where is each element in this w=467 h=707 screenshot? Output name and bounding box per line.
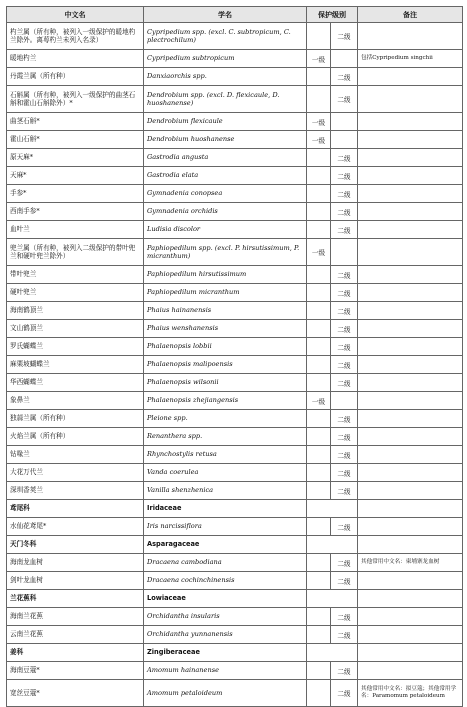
family-scientific-name: Lowiaceae [144,590,307,608]
family-chinese-name: 鸢尾科 [7,500,144,518]
species-remarks: 其他常用中文名：拟豆蔻；其他常用学名：Paramomum petaloideum [358,680,463,707]
family-chinese-name: 姜科 [7,644,144,662]
species-remarks [358,167,463,185]
level-one-cell [307,356,331,374]
level-two-cell [331,239,358,266]
species-row [7,68,463,86]
species-chinese-name: 暖地杓兰 [7,50,144,68]
level-two-cell: 二级 [331,554,358,572]
species-row [7,374,463,392]
species-row [7,221,463,239]
level-two-cell: 二级 [331,68,358,86]
level-one-cell: 一级 [307,239,331,266]
species-scientific-name: Phalaenopsis wilsonii [144,374,307,392]
level-one-cell [307,482,331,500]
species-chinese-name: 麻栗坡蝴蝶兰 [7,356,144,374]
level-two-cell: 二级 [331,626,358,644]
species-remarks [358,446,463,464]
level-two-cell: 二级 [331,464,358,482]
species-remarks: 包括Cypripedium singchii [358,50,463,68]
species-scientific-name: Amomum hainanense [144,662,307,680]
level-one-cell [307,374,331,392]
species-row [7,302,463,320]
species-remarks [358,266,463,284]
level-two-cell: 二级 [331,23,358,50]
species-chinese-name: 硬叶兜兰 [7,284,144,302]
species-remarks [358,374,463,392]
species-chinese-name: 霍山石斛* [7,131,144,149]
species-chinese-name: 钻喙兰 [7,446,144,464]
level-two-cell: 二级 [331,608,358,626]
species-row [7,680,463,707]
level-one-cell [307,410,331,428]
species-scientific-name: Cypripedium subtropicum [144,50,307,68]
protected-species-table [6,6,463,707]
species-remarks [358,518,463,536]
level-one-cell [307,149,331,167]
species-remarks [358,662,463,680]
species-remarks [358,464,463,482]
species-row [7,23,463,50]
empty-remarks-cell [358,536,463,554]
species-chinese-name: 曲茎石斛* [7,113,144,131]
level-two-cell: 二级 [331,680,358,707]
species-scientific-name: Vanilla shenzhenica [144,482,307,500]
species-row [7,266,463,284]
species-chinese-name: 独蒜兰属（所有种） [7,410,144,428]
family-row [7,536,463,554]
species-chinese-name: 海南豆蔻* [7,662,144,680]
species-chinese-name: 大花万代兰 [7,464,144,482]
level-two-cell [331,50,358,68]
species-remarks [358,68,463,86]
species-row [7,356,463,374]
species-scientific-name: Paphiopedilum micranthum [144,284,307,302]
empty-level-cell [307,500,358,518]
empty-remarks-cell [358,500,463,518]
species-scientific-name: Dracaena cambodiana [144,554,307,572]
family-scientific-name: Iridaceae [144,500,307,518]
level-two-cell: 二级 [331,428,358,446]
level-two-cell: 二级 [331,167,358,185]
species-row [7,284,463,302]
species-scientific-name: Danxiaorchis spp. [144,68,307,86]
species-scientific-name: Rhynchostylis retusa [144,446,307,464]
species-remarks [358,86,463,113]
level-one-cell: 一级 [307,50,331,68]
species-scientific-name: Gastrodia elata [144,167,307,185]
level-two-cell: 二级 [331,572,358,590]
level-two-cell: 二级 [331,221,358,239]
species-row [7,446,463,464]
level-one-cell [307,554,331,572]
species-remarks [358,113,463,131]
species-scientific-name: Iris narcissiflora [144,518,307,536]
level-one-cell: 一级 [307,392,331,410]
level-two-cell: 二级 [331,410,358,428]
species-scientific-name: Renanthera spp. [144,428,307,446]
level-two-cell: 二级 [331,482,358,500]
species-remarks [358,428,463,446]
species-remarks [358,410,463,428]
header-protection-level: 保护级别 [307,7,358,23]
family-row [7,590,463,608]
level-one-cell [307,338,331,356]
species-remarks [358,320,463,338]
level-two-cell: 二级 [331,149,358,167]
species-row [7,410,463,428]
species-scientific-name: Amomum petaloideum [144,680,307,707]
family-row [7,644,463,662]
level-one-cell [307,464,331,482]
level-one-cell [307,320,331,338]
species-remarks [358,338,463,356]
species-row [7,185,463,203]
species-remarks [358,23,463,50]
family-chinese-name: 天门冬科 [7,536,144,554]
species-row [7,113,463,131]
level-one-cell: 一级 [307,113,331,131]
level-two-cell: 二级 [331,662,358,680]
header-scientific-name: 学名 [144,7,307,23]
family-scientific-name: Asparagaceae [144,536,307,554]
species-remarks [358,482,463,500]
family-row [7,500,463,518]
species-chinese-name: 云南兰花蕉 [7,626,144,644]
species-remarks [358,221,463,239]
empty-level-cell [307,644,358,662]
level-two-cell: 二级 [331,356,358,374]
species-scientific-name: Dendrobium spp. (excl. D. flexicaule, D. huoshanense) [144,86,307,113]
species-chinese-name: 文山鹤顶兰 [7,320,144,338]
header-remarks: 备注 [358,7,463,23]
species-remarks [358,131,463,149]
species-row [7,554,463,572]
species-row [7,608,463,626]
level-one-cell [307,446,331,464]
species-chinese-name: 罗氏蝴蝶兰 [7,338,144,356]
species-row [7,428,463,446]
species-scientific-name: Cypripedium spp. (excl. C. subtropicum, C. plectrochilum) [144,23,307,50]
species-chinese-name: 天麻* [7,167,144,185]
species-scientific-name: Dracaena cochinchinensis [144,572,307,590]
species-scientific-name: Pleione spp. [144,410,307,428]
species-remarks: 其他常用中文名：柬埔寨龙血树 [358,554,463,572]
empty-level-cell [307,590,358,608]
empty-level-cell [307,536,358,554]
species-chinese-name: 石斛属（所有种，被列入一级保护的曲茎石斛和霍山石斛除外）* [7,86,144,113]
empty-remarks-cell [358,590,463,608]
species-row [7,86,463,113]
species-remarks [358,239,463,266]
species-remarks [358,302,463,320]
species-scientific-name: Phalaenopsis malipoensis [144,356,307,374]
level-two-cell: 二级 [331,185,358,203]
level-two-cell: 二级 [331,518,358,536]
species-chinese-name: 手参* [7,185,144,203]
species-chinese-name: 火焰兰属（所有种） [7,428,144,446]
species-chinese-name: 海南兰花蕉 [7,608,144,626]
species-remarks [358,185,463,203]
level-two-cell: 二级 [331,86,358,113]
species-scientific-name: Orchidantha yunnanensis [144,626,307,644]
level-two-cell [331,392,358,410]
level-one-cell: 一级 [307,131,331,149]
level-two-cell: 二级 [331,203,358,221]
species-row [7,320,463,338]
empty-remarks-cell [358,644,463,662]
species-chinese-name: 丹霞兰属（所有种） [7,68,144,86]
species-scientific-name: Paphiopedilum hirsutissimum [144,266,307,284]
level-one-cell [307,518,331,536]
species-scientific-name: Dendrobium huoshanense [144,131,307,149]
species-chinese-name: 深圳香荚兰 [7,482,144,500]
level-one-cell [307,86,331,113]
species-remarks [358,284,463,302]
level-one-cell [307,167,331,185]
level-one-cell [307,221,331,239]
level-one-cell [307,203,331,221]
level-one-cell [307,680,331,707]
family-scientific-name: Zingiberaceae [144,644,307,662]
species-chinese-name: 宽丝豆蔻* [7,680,144,707]
species-scientific-name: Gymnadenia conopsea [144,185,307,203]
level-one-cell [307,185,331,203]
species-scientific-name: Phaius hainanensis [144,302,307,320]
species-row [7,338,463,356]
species-scientific-name: Phalaenopsis lobbii [144,338,307,356]
species-remarks [358,356,463,374]
species-chinese-name: 水仙花鸢尾* [7,518,144,536]
species-remarks [358,392,463,410]
species-chinese-name: 兜兰属（所有种，被列入二级保护的带叶兜兰和硬叶兜兰除外） [7,239,144,266]
species-remarks [358,626,463,644]
species-row [7,392,463,410]
level-one-cell [307,302,331,320]
species-chinese-name: 血叶兰 [7,221,144,239]
species-scientific-name: Dendrobium flexicaule [144,113,307,131]
species-scientific-name: Gymnadenia orchidis [144,203,307,221]
species-scientific-name: Paphiopedilum spp. (excl. P. hirsutissimum, P. micranthum) [144,239,307,266]
species-scientific-name: Orchidantha insularis [144,608,307,626]
species-remarks [358,203,463,221]
species-scientific-name: Phalaenopsis zhejiangensis [144,392,307,410]
level-one-cell [307,626,331,644]
species-chinese-name: 华西蝴蝶兰 [7,374,144,392]
level-two-cell: 二级 [331,302,358,320]
species-chinese-name: 杓兰属（所有种，被列入一级保护的暖地杓兰除外。离萼杓兰未列入名录） [7,23,144,50]
level-one-cell [307,662,331,680]
species-row [7,662,463,680]
table-header-row [7,7,463,23]
level-one-cell [307,608,331,626]
level-two-cell [331,113,358,131]
header-chinese-name: 中文名 [7,7,144,23]
family-chinese-name: 兰花蕉科 [7,590,144,608]
level-two-cell: 二级 [331,374,358,392]
species-chinese-name: 象鼻兰 [7,392,144,410]
level-one-cell [307,572,331,590]
level-two-cell: 二级 [331,284,358,302]
species-chinese-name: 剑叶龙血树 [7,572,144,590]
species-chinese-name: 带叶兜兰 [7,266,144,284]
table-body [7,23,463,707]
species-chinese-name: 原天麻* [7,149,144,167]
species-row [7,626,463,644]
level-two-cell: 二级 [331,446,358,464]
species-row [7,464,463,482]
species-row [7,482,463,500]
species-remarks [358,608,463,626]
species-scientific-name: Gastrodia angusta [144,149,307,167]
species-row [7,131,463,149]
species-scientific-name: Vanda coerulea [144,464,307,482]
level-two-cell: 二级 [331,338,358,356]
species-row [7,50,463,68]
species-chinese-name: 海南龙血树 [7,554,144,572]
species-scientific-name: Phaius wenshanensis [144,320,307,338]
level-one-cell [307,266,331,284]
level-two-cell [331,131,358,149]
level-one-cell [307,68,331,86]
species-row [7,203,463,221]
species-remarks [358,572,463,590]
level-one-cell [307,284,331,302]
level-two-cell: 二级 [331,266,358,284]
species-row [7,239,463,266]
species-remarks [358,149,463,167]
species-scientific-name: Ludisia discolor [144,221,307,239]
level-one-cell [307,428,331,446]
species-row [7,167,463,185]
level-two-cell: 二级 [331,320,358,338]
species-row [7,572,463,590]
species-chinese-name: 海南鹤顶兰 [7,302,144,320]
species-row [7,518,463,536]
species-chinese-name: 西南手参* [7,203,144,221]
level-one-cell [307,23,331,50]
species-row [7,149,463,167]
